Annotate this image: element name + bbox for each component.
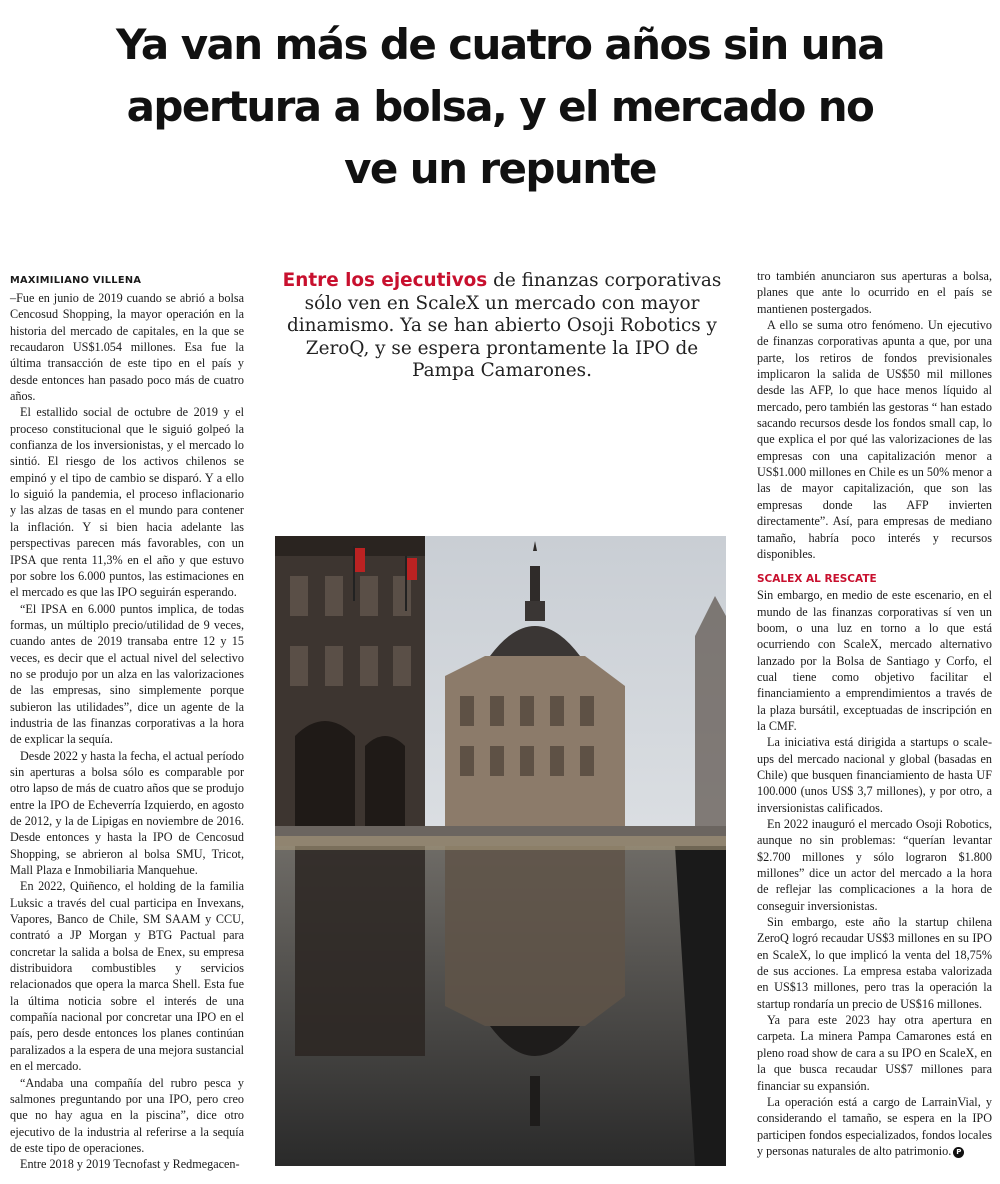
- article-column-left: [10, 272, 244, 1173]
- paragraph: La iniciativa está dirigida a startups o scale-ups del mercado nacional y global (basadas en Chile) que busquen financiamiento de hasta UF 100.000 (unos US$ 3,7 millones), y por otro, a inversionistas calificados.: [757, 735, 992, 815]
- paragraph: Sin embargo, en medio de este escenario, en el mundo de las finanzas corporativas sí ven un boom, o una luz en torno a lo que está ocurriendo con ScaleX, mercado alternativo lanzado por la Bolsa de Santiago y Corfo, el cual tiene como objetivo facilitar el financiamiento a emprendimientos a través de la plaza bursátil, exceptuadas de inscripción en la CMF.: [757, 588, 992, 733]
- lede-text: de finanzas corporativas sólo ven en ScaleX un mercado con mayor dinamismo. Ya se han abierto Osoji Robotics y ZeroQ, y se espera prontamente la IPO de Pampa Camarones.: [287, 270, 722, 381]
- paragraph: “Andaba una compañía del rubro pesca y salmones preguntando por una IPO, pero creo que no hay agua en la piscina”, dice otro ejecutivo de la industria al referirse a la sequía de este tipo de operaciones.: [10, 1075, 244, 1155]
- paragraph: tro también anunciaron sus aperturas a bolsa, planes que ante lo ocurrido en el país se mantienen postergados.: [757, 269, 992, 316]
- paragraph: [757, 1094, 992, 1159]
- paragraph: Desde 2022 y hasta la fecha, el actual período sin aperturas a bolsa sólo es comparable por otro lapso de más de cuatro años que se produjo entre la IPO de Echeverría Izquierdo, en agosto de 2012, y la de Lipigas en noviembre de 2016. Desde entonces y hasta la IPO de Cencosud Shopping, se abrieron al bolsa SMU, Tricot, Mall Plaza e Inmobiliaria Manquehue.: [10, 748, 244, 878]
- headline-line: ve un repunte: [344, 144, 656, 193]
- lede-highlight: Entre los ejecutivos: [282, 270, 488, 291]
- paragraph: En 2022, Quiñenco, el holding de la familia Luksic a través del cual participa en Invexans, Vapores, Banco de Chile, SM SAAM y CCU, contrató a JP Morgan y BTG Pactual para concretar la salida a bolsa de Enex, su empresa distribuidora combustibles y servicios relacionados que opera la marca Shell. Esta fue la última noticia sobre el interés de una compañía nacional por concretar una IPO en el país, pero desde entonces los planes continúan paralizados a la espera de una mejora sustancial en el mercado.: [10, 879, 244, 1074]
- paragraph: En 2022 inauguró el mercado Osoji Robotics, aunque no sin problemas: “querían levantar $2.700 millones y sólo lograron $1.800 millones” dice un actor del mercado a la hora de reflejar las complicaciones a la hora de conseguir inversionistas.: [757, 817, 992, 913]
- section-subhead: SCALEX AL RESCATE: [757, 573, 877, 586]
- paragraph: “El IPSA en 6.000 puntos implica, de todas formas, un múltiplo precio/utilidad de 9 veces, cuando antes de 2019 transaba entre 12 y 15 veces, es decir que el actual nivel del selectivo no se produjo por un alza en las valorizaciones de las empresas, sino simplemente porque subieron las utilidades”, dice un agente de la industria de las finanzas corporativas a la hora de explicar la sequía.: [10, 601, 244, 747]
- paragraph: –Fue en junio de 2019 cuando se abrió a bolsa Cencosud Shopping, la mayor operación en la historia del mercado de capitales, en la que se recaudaron US$1.054 millones. Esa fue la última transacción de este tipo en el país y desde entonces han pasado poco más de cuatro años.: [10, 291, 244, 404]
- paragraph: A ello se suma otro fenómeno. Un ejecutivo de finanzas corporativas apunta a que, por una parte, los retiros de fondos previsionales implicaron la salida de US$50 mil millones desde las AFP, lo que hace menos líquido al mercado, pero también las gestoras “ han estado sacando recursos desde los fondos small cap, lo que explica el por qué las valorizaciones de las empresas con una capitalización menor a US$1.000 millones en Chile es un 50% menor a las de mayor capitalización, que son las empresas donde las AFP invierten directamente”. Así, para empresas de mediano tamaño, habría poco interés y recursos disponibles.: [757, 318, 992, 561]
- headline-line: apertura a bolsa, y el mercado no: [126, 82, 874, 131]
- headline-line: Ya van más de cuatro años sin una: [115, 20, 885, 69]
- paragraph: Ya para este 2023 hay otra apertura en carpeta. La minera Pampa Camarones está en pleno road show de cara a su IPO en ScaleX, en la que busca recaudar US$7 millones para financiar su expansión.: [757, 1013, 992, 1093]
- headline: [60, 14, 940, 200]
- article-column-right: [757, 268, 992, 1159]
- end-of-article-icon: P: [953, 1147, 964, 1158]
- paragraph: El estallido social de octubre de 2019 y el proceso constitucional que le siguió golpeó la confianza de los inversionistas, y el mercado lo sintió. El riesgo de los activos chilenos se empinó y el tipo de cambio se disparó. Y a ello lo siguió la pandemia, el proceso inflacionario y las alzas de tasas en el mundo para contener la inflación. Y si bien hacia adelante las perspectivas parecen más favorables, con un IPSA que renta 11,3% en el año y que estuvo por sobre los 6.000 puntos, las estimaciones en el mercado es que las IPO seguirán esperando.: [10, 405, 244, 600]
- author-byline: MAXIMILIANO VILLENA: [10, 275, 142, 286]
- photo-illustration: [275, 536, 726, 1166]
- paragraph-text: La operación está a cargo de LarrainVial, y considerando el tamaño, se espera en la IPO participen fondos especializados, fondos locales y personas naturales de alto patrimonio.: [757, 1094, 992, 1158]
- lede: [282, 270, 722, 383]
- building-reflection-photo: [275, 536, 726, 1166]
- paragraph: Sin embargo, este año la startup chilena ZeroQ logró recaudar US$3 millones en su IPO en ScaleX, lo que implicó la venta del 18,75% de sus acciones. La empresa estaba valorizada en US$13 millones, pero tras la operación la startup rondaría un precio de US$16 millones.: [757, 915, 992, 1011]
- paragraph: Entre 2018 y 2019 Tecnofast y Redmegacen-: [20, 1157, 240, 1172]
